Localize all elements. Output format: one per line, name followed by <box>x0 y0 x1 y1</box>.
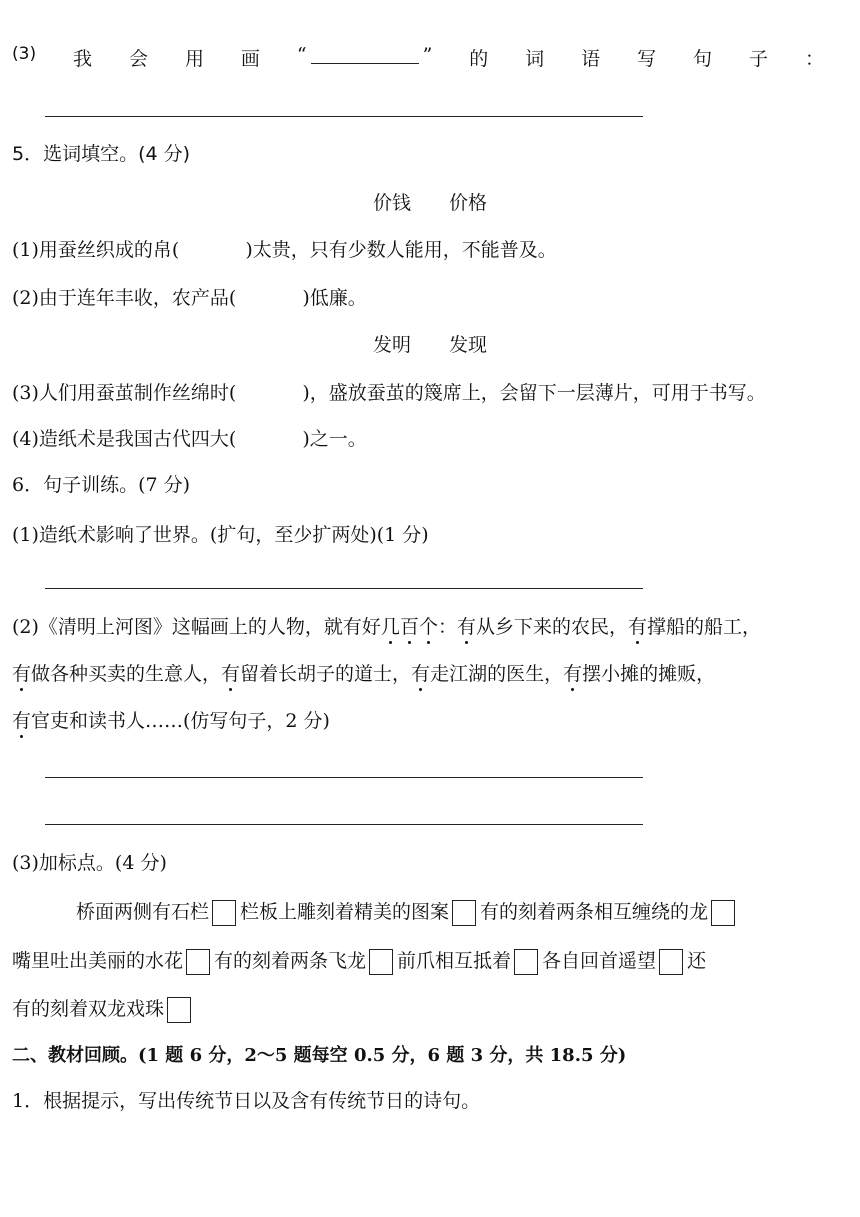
section-2-item-1: 1．根据提示，写出传统节日以及含有传统节日的诗句。 <box>12 1090 481 1112</box>
q5-item-3: (3)人们用蚕茧制作丝绵时( )，盛放蚕茧的篾席上，会留下一层薄片，可用于书写。 <box>12 382 766 404</box>
q6-item-2-line-1: (2)《清明上河图》这幅画上的人物，就有好几百个：有从乡下来的农民，有撑船的船工， <box>12 612 761 639</box>
q3-quoted-blank[interactable]: “ ” <box>296 44 433 66</box>
punctuation-line-3: 有的刻着双龙戏珠 <box>12 994 195 1023</box>
punctuation-box[interactable] <box>514 949 538 975</box>
punctuation-box[interactable] <box>186 949 210 975</box>
punctuation-line-2: 嘴里吐出美丽的水花 有的刻着两条飞龙 前爪相互抵着 各自回首遥望 还 <box>12 946 706 975</box>
answer-line[interactable] <box>45 116 643 117</box>
q6-item-2-line-3: 有官吏和读书人……(仿写句子，2 分) <box>12 706 330 733</box>
punctuation-box[interactable] <box>452 900 476 926</box>
q5-word-pair-1: 价钱 价格 <box>372 192 487 214</box>
q6-item-2-line-2: 有做各种买卖的生意人，有留着长胡子的道士，有走江湖的医生，有摆小摊的摊贩， <box>12 659 715 686</box>
punctuation-box[interactable] <box>659 949 683 975</box>
answer-line[interactable] <box>45 824 643 825</box>
q5-item-1: (1)用蚕丝织成的帛( )太贵，只有少数人能用，不能普及。 <box>12 239 557 261</box>
q5-item-4: (4)造纸术是我国古代四大( )之一。 <box>12 428 367 450</box>
punctuation-box[interactable] <box>711 900 735 926</box>
q5-word-pair-2: 发明 发现 <box>372 334 487 356</box>
answer-line[interactable] <box>45 588 643 589</box>
punctuation-line-1: 桥面两侧有石栏 栏板上雕刻着精美的图案 有的刻着两条相互缠绕的龙 <box>76 897 739 926</box>
punctuation-box[interactable] <box>212 900 236 926</box>
punctuation-box[interactable] <box>167 997 191 1023</box>
punctuation-box[interactable] <box>369 949 393 975</box>
answer-line[interactable] <box>45 777 643 778</box>
section-2-title: 二、教材回顾。(1 题 6 分，2～5 题每空 0.5 分，6 题 3 分，共 18.5 分) <box>12 1045 627 1066</box>
q6-item-3: (3)加标点。(4 分) <box>12 852 167 874</box>
q6-item-1: (1)造纸术影响了世界。(扩句，至少扩两处)(1 分) <box>12 524 429 546</box>
q3-header: (3) 我 会 用 画 “ ” 的 词 语 写 句 子 ： <box>12 44 824 70</box>
fill-blank[interactable] <box>311 49 419 64</box>
q6-title: 6．句子训练。(7 分) <box>12 474 191 496</box>
q5-title: 5．选词填空。(4 分) <box>12 143 191 165</box>
q5-item-2: (2)由于连年丰收，农产品( )低廉。 <box>12 287 367 309</box>
q3-prefix: (3) <box>12 44 37 64</box>
